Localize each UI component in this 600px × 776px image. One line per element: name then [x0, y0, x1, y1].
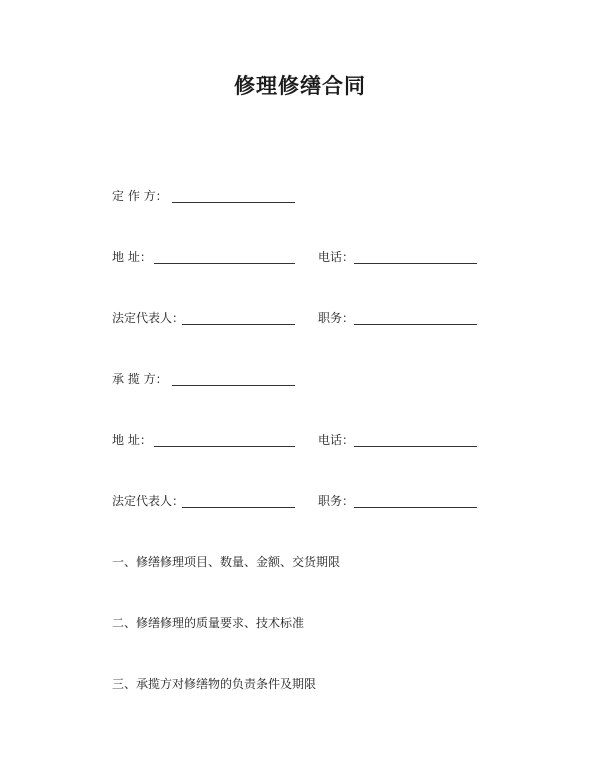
party-a-rep-field[interactable]	[182, 324, 295, 325]
party-a-position-field[interactable]	[354, 324, 477, 325]
party-b-phone-label: 电话：	[318, 433, 355, 447]
party-b-rep-label: 法定代表人：	[112, 494, 185, 508]
party-a-name-label: 定 作 方：	[112, 189, 168, 203]
party-b-address-label: 地 址：	[112, 433, 152, 447]
party-b-phone-field[interactable]	[354, 446, 477, 447]
party-a-phone-label: 电话：	[318, 250, 355, 264]
party-a-position-label: 职务：	[318, 311, 355, 325]
party-b-position-field[interactable]	[354, 507, 477, 508]
party-b-name-label: 承 揽 方：	[112, 372, 168, 386]
party-a-phone-field[interactable]	[354, 263, 477, 264]
party-b-name-field[interactable]	[172, 385, 295, 386]
party-b-address-field[interactable]	[154, 446, 295, 447]
section-heading-2: 二、修缮修理的质量要求、技术标准	[112, 616, 305, 630]
party-a-address-label: 地 址：	[112, 250, 152, 264]
party-a-rep-label: 法定代表人：	[112, 311, 185, 325]
party-b-rep-field[interactable]	[182, 507, 295, 508]
party-b-position-label: 职务：	[318, 494, 355, 508]
section-heading-3: 三、承揽方对修缮物的负责条件及期限	[112, 677, 317, 691]
party-a-name-field[interactable]	[172, 202, 295, 203]
party-a-address-field[interactable]	[154, 263, 295, 264]
section-heading-1: 一、修缮修理项目、数量、金额、交货期限	[112, 555, 341, 569]
document-title: 修理修缮合同	[234, 74, 366, 98]
